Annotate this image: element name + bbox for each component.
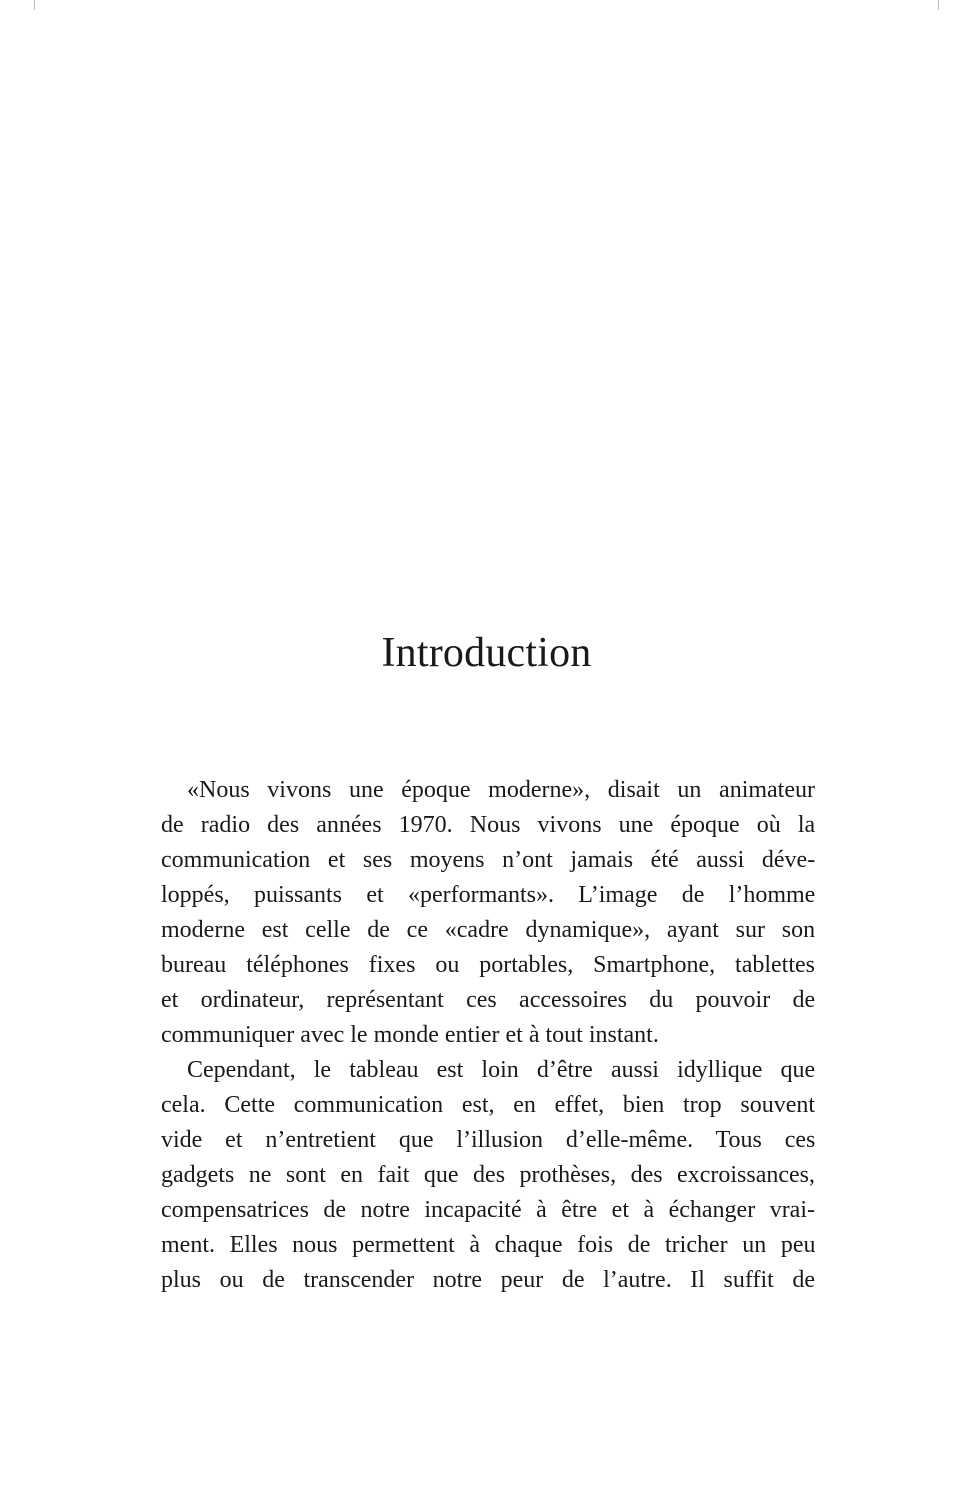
text-line: Cependant, le tableau est loin d’être aussi idyllique que	[187, 1057, 816, 1083]
text-line: ment. Elles nous permettent à chaque fois de tricher un peu	[161, 1232, 816, 1258]
text-line: communiquer avec le monde entier et à tout instant.	[161, 1022, 659, 1048]
text-line: «Nous vivons une époque moderne», disait un animateur	[187, 777, 815, 803]
text-line: de radio des années 1970. Nous vivons une époque où la	[161, 812, 816, 838]
text-line: communication et ses moyens n’ont jamais été aussi déve-	[161, 847, 816, 873]
text-line: vide et n’entretient que l’illusion d’elle-même. Tous ces	[161, 1127, 816, 1153]
text-line: compensatrices de notre incapacité à être et à échanger vrai-	[161, 1197, 815, 1223]
text-line: plus ou de transcender notre peur de l’autre. Il suffit de	[161, 1267, 816, 1293]
text-line: loppés, puissants et «performants». L’image de l’homme	[161, 882, 816, 908]
text-line: et ordinateur, représentant ces accessoires du pouvoir de	[161, 987, 816, 1013]
text-line: bureau téléphones fixes ou portables, Smartphone, tablettes	[161, 952, 815, 978]
body-text	[161, 773, 815, 1298]
text-line: gadgets ne sont en fait que des prothèses, des excroissances,	[161, 1162, 815, 1188]
text-line: moderne est celle de ce «cadre dynamique», ayant sur son	[161, 917, 816, 943]
crop-mark-left	[34, 0, 35, 10]
crop-mark-right	[938, 0, 939, 10]
text-line: cela. Cette communication est, en effet, bien trop souvent	[161, 1092, 816, 1118]
paragraph-1	[161, 773, 815, 1053]
paragraph-2	[161, 1053, 815, 1298]
chapter-title: Introduction	[381, 630, 592, 676]
